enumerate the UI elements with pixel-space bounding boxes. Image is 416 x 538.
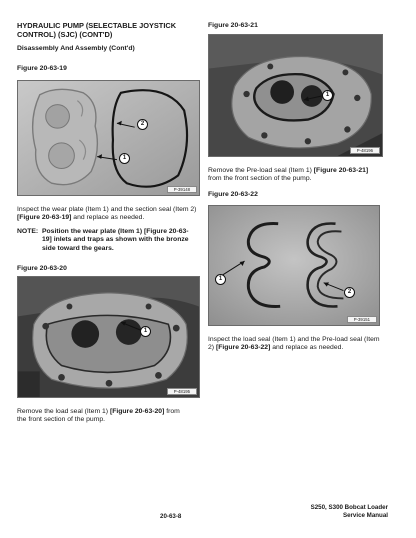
paragraph-text: from: [164, 408, 180, 415]
note-line-3: side toward the gears.: [42, 244, 114, 252]
figure-20-63-22-photo: [208, 205, 380, 326]
section-title: [17, 22, 176, 39]
page-number: 20-63-8: [160, 513, 182, 520]
paragraph-text: Remove the load seal (Item 1): [17, 408, 110, 415]
wear-plate-and-seal-illustration: [18, 81, 199, 195]
product-name: S250, S300 Bobcat Loader: [310, 504, 388, 511]
photo-code: P-48196: [350, 147, 380, 154]
section-title-line2: CONTROL) (SJC) (CONT'D): [17, 29, 113, 39]
paragraph-text: Remove the Pre-load seal (Item 1): [208, 167, 314, 174]
photo-code: P-48195: [167, 388, 197, 395]
figure-label-21: Figure 20-63-21: [208, 22, 258, 29]
paragraph-text: the front section of the pump.: [17, 416, 106, 424]
figure-20-63-20-photo: [17, 276, 200, 398]
callout-2: 2: [344, 287, 355, 298]
figure-label-22: Figure 20-63-22: [208, 191, 258, 198]
callout-1: 1: [215, 274, 226, 285]
callout-1: 1: [322, 90, 333, 101]
callout-1: 1: [140, 326, 151, 337]
note-line-2: 19] inlets and traps as shown with the bronze: [42, 236, 189, 244]
section-subtitle: Disassembly And Assembly (Cont'd): [17, 45, 135, 52]
callout-2: 2: [137, 119, 148, 130]
callout-1: 1: [119, 153, 130, 164]
note-line-1: Position the wear plate (Item 1) [Figure 20-63-: [42, 228, 189, 235]
pump-section-load-seal-illustration: [18, 277, 199, 397]
section-title-line1: HYDRAULIC PUMP (SELECTABLE JOYSTICK: [17, 21, 177, 30]
figure-reference: [Figure 20-63-21]: [313, 167, 369, 174]
load-and-preload-seals-illustration: [209, 206, 379, 325]
figure-20-63-19-photo: [17, 80, 200, 196]
figure-reference: [Figure 20-63-22]: [215, 344, 271, 352]
paragraph-remove-preload-seal: [208, 167, 386, 184]
manual-name: Service Manual: [342, 512, 388, 519]
manual-title: [311, 504, 388, 520]
paragraph-text: Inspect the load seal (Item 1) and the Pre-load seal (Item: [208, 336, 380, 343]
photo-code: P-39151: [347, 316, 377, 323]
figure-label-19: Figure 20-63-19: [17, 65, 67, 72]
paragraph-inspect-wear-plate: [17, 206, 200, 223]
paragraph-text: and replace as needed.: [270, 344, 344, 352]
figure-label-20: Figure 20-63-20: [17, 265, 67, 272]
figure-20-63-21-photo: [208, 34, 383, 157]
paragraph-inspect-seals: [208, 336, 388, 353]
paragraph-text: 2): [208, 344, 216, 352]
pump-section-preload-seal-illustration: [209, 35, 382, 156]
paragraph-text: and replace as needed.: [71, 214, 145, 222]
note-label: NOTE:: [17, 228, 39, 235]
note-block: [17, 228, 202, 253]
photo-code: P-39148: [167, 186, 197, 193]
figure-reference: [Figure 20-63-20]: [109, 408, 165, 415]
paragraph-text: Inspect the wear plate (Item 1) and the section seal (Item 2): [17, 206, 197, 213]
paragraph-remove-load-seal: [17, 408, 202, 425]
figure-reference: [Figure 20-63-19]: [17, 214, 72, 222]
paragraph-text: from the front section of the pump.: [208, 175, 312, 183]
